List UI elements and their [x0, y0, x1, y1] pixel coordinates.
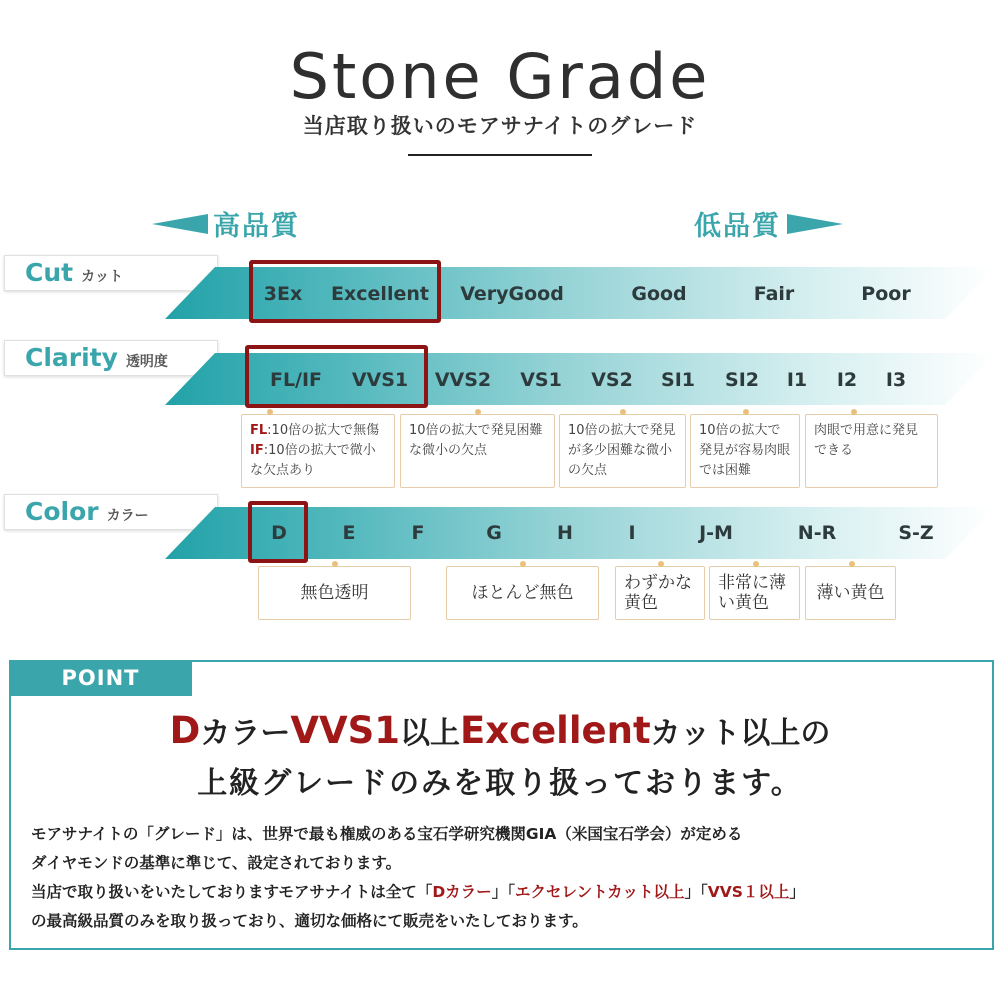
headline-cut: カット以上の	[650, 716, 831, 751]
note-pointer	[520, 561, 526, 567]
title-divider	[408, 154, 592, 156]
point-headline-2: 上級グレードのみを取り扱っております。	[197, 766, 803, 801]
note-pointer	[658, 561, 664, 567]
note-text: ほとんど無色	[471, 583, 574, 603]
clarity-note	[559, 414, 686, 488]
cut-grade: VeryGood	[460, 283, 564, 305]
note-text: 非常に薄い黄色	[718, 573, 786, 613]
note-tail: な欠点あり	[250, 463, 316, 478]
note-text: 10倍の拡大で発見が容易肉眼では困難	[699, 423, 791, 478]
clarity-note	[805, 414, 938, 488]
page-title: Stone Grade	[289, 40, 711, 113]
color-label-ja: カラー	[106, 508, 149, 524]
color-grade: H	[557, 522, 573, 544]
cut-label	[4, 255, 218, 291]
clarity-grade: VVS1	[351, 369, 409, 391]
headline-vvs1: VVS1	[290, 709, 401, 752]
note-fl-key: FL	[250, 423, 268, 438]
clarity-grade: SI1	[661, 369, 695, 391]
color-grade: I	[628, 522, 636, 544]
note-pointer	[851, 409, 857, 415]
note-text: 薄い黄色	[816, 583, 885, 603]
clarity-grade: VVS2	[434, 369, 492, 391]
note-pointer	[332, 561, 338, 567]
point-headline-1	[0, 708, 1000, 752]
clarity-grade: VS1	[520, 369, 562, 391]
headline-color: カラー	[200, 716, 291, 751]
highlight-d-color: Dカラー	[432, 883, 492, 901]
headline-excellent: Excellent	[460, 709, 651, 752]
point-tab: POINT	[9, 660, 192, 696]
clarity-grade: I3	[885, 369, 907, 391]
clarity-grade: SI2	[725, 369, 759, 391]
text-segment: 当店で取り扱いをいたしておりますモアサナイトは全て「	[31, 883, 433, 901]
text-segment: 」「	[684, 883, 708, 901]
color-note	[258, 566, 411, 620]
point-body-line	[31, 878, 981, 907]
headline-ijou: 以上	[400, 716, 461, 751]
point-body-line: ダイヤモンドの基準に準じて、設定されております。	[31, 854, 402, 872]
high-quality-label: 高品質	[213, 211, 300, 242]
note-if-key: IF	[250, 443, 264, 458]
note-pointer	[743, 409, 749, 415]
note-pointer	[620, 409, 626, 415]
arrow-left-icon	[152, 214, 208, 234]
cut-selection-highlight	[249, 260, 441, 323]
color-label	[4, 494, 218, 530]
note-text: 10倍の拡大で発見が多少困難な微小の欠点	[568, 423, 676, 478]
clarity-grade: I1	[786, 369, 808, 391]
clarity-grade: FL/IF	[269, 369, 323, 391]
highlight-vvs1: VVS１以上	[707, 883, 790, 901]
page-subtitle: 当店取り扱いのモアサナイトのグレード	[302, 114, 698, 138]
cut-label-ja: カット	[81, 269, 123, 285]
color-label-en: Color	[25, 497, 99, 526]
cut-grade: Excellent	[331, 283, 429, 305]
text-segment: 」「	[491, 883, 515, 901]
color-note	[709, 566, 800, 620]
clarity-label	[4, 340, 218, 376]
clarity-selection-highlight	[245, 345, 428, 408]
point-body-line: モアサナイトの「グレード」は、世界で最も権威のある宝石学研究機関GIA（米国宝石学会）が定める	[31, 825, 743, 843]
color-grade: G	[486, 522, 502, 544]
note-text: 無色透明	[300, 583, 369, 603]
clarity-note	[690, 414, 800, 488]
note-pointer	[849, 561, 855, 567]
note-text: 肉眼で用意に発見できる	[814, 423, 919, 458]
highlight-excellent-cut: エクセレントカット以上	[514, 883, 685, 901]
note-pointer	[475, 409, 481, 415]
headline-d: D	[169, 709, 201, 752]
color-grade: S-Z	[898, 522, 934, 544]
note-text: わずかな黄色	[624, 573, 692, 613]
color-grade: F	[411, 522, 425, 544]
cut-grade: Good	[631, 283, 687, 305]
clarity-grade: I2	[836, 369, 858, 391]
note-text: 10倍の拡大で発見困難な微小の欠点	[409, 423, 543, 458]
color-note	[615, 566, 705, 620]
low-quality-label: 低品質	[694, 211, 781, 242]
cut-grade: 3Ex	[263, 283, 303, 305]
color-grade: N-R	[797, 522, 837, 544]
cut-grade: Fair	[753, 283, 795, 305]
note-fl-text: :10倍の拡大で無傷	[267, 423, 380, 438]
clarity-grade: VS2	[591, 369, 633, 391]
color-grade: D	[271, 522, 287, 544]
color-grade: E	[342, 522, 356, 544]
note-pointer	[267, 409, 273, 415]
clarity-note	[241, 414, 395, 488]
arrow-right-icon	[787, 214, 843, 234]
color-grade: J-M	[699, 522, 733, 544]
point-body-line: の最高級品質のみを取り扱っており、適切な価格にて販売をいたしております。	[31, 912, 588, 930]
note-pointer	[753, 561, 759, 567]
clarity-note	[400, 414, 555, 488]
color-selection-highlight	[248, 501, 308, 563]
color-note	[805, 566, 896, 620]
cut-label-en: Cut	[25, 258, 74, 287]
point-body	[31, 820, 981, 936]
color-note	[446, 566, 599, 620]
note-if-text: :10倍の拡大で微小	[263, 443, 376, 458]
clarity-label-en: Clarity	[25, 343, 118, 372]
cut-grade: Poor	[861, 283, 911, 305]
text-segment: 」	[789, 883, 805, 901]
clarity-label-ja: 透明度	[125, 354, 168, 370]
